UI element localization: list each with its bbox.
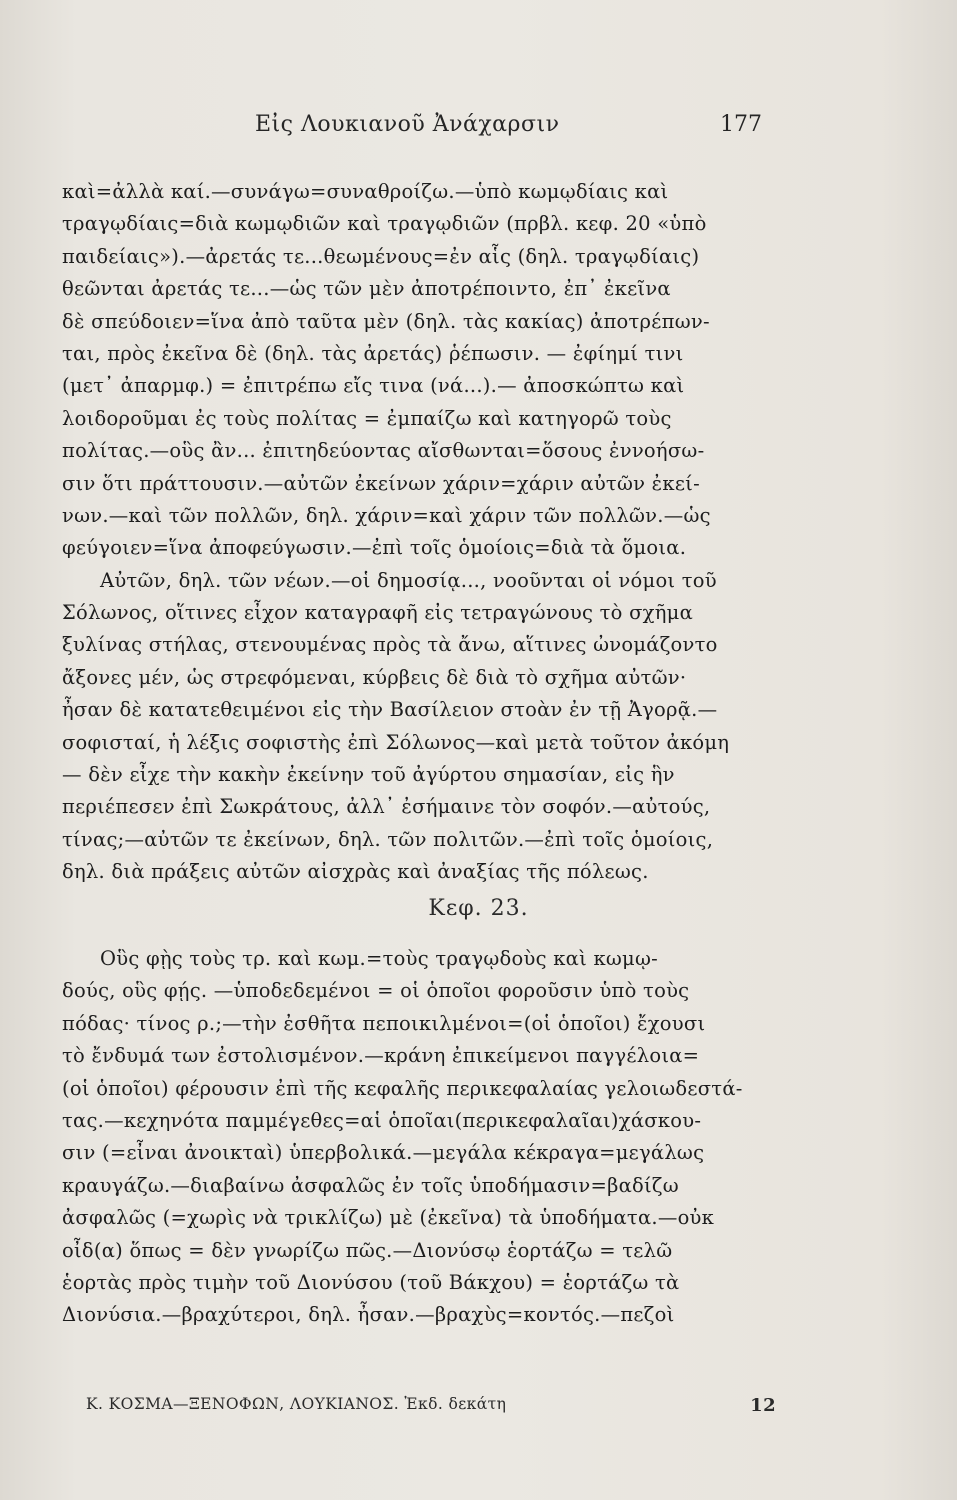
text-line: παιδείαις»).—ἀρετάς τε...θεωμένους=ἐν αἷς (δηλ. τραγῳδίαις) [62, 244, 700, 268]
text-line: — δὲν εἶχε τὴν κακὴν ἐκείνην τοῦ ἀγύρτου σημασίαν, εἰς ἣν [62, 763, 675, 787]
text-line: ξυλίνας στήλας, στενουμένας πρὸς τὰ ἄνω, αἵτινες ὠνομάζοντο [62, 633, 718, 657]
footer-imprint: Κ. ΚΟΣΜΑ—ΞΕΝΟΦΩΝ, ΛΟΥΚΙΑΝΟΣ. Ἐκδ. δεκάτη [86, 1395, 507, 1413]
text-line: δὲ σπεύδοιεν=ἵνα ἀπὸ ταῦτα μὲν (δηλ. τὰς κακίας) ἀποτρέπων- [62, 309, 710, 333]
text-line: ἑορτὰς πρὸς τιμὴν τοῦ Διονύσου (τοῦ Βάκχου) = ἑορτάζω τὰ [62, 1270, 680, 1294]
text-line: πολίτας.—οὓς ἂν... ἐπιτηδεύοντας αἴσθωνται=ὅσους ἐννοήσω- [62, 439, 705, 463]
text-line: σιν ὅτι πράττουσιν.—αὐτῶν ἐκείνων χάριν=χάριν αὐτῶν ἐκεί- [62, 471, 700, 495]
text-line: τὸ ἔνδυμά των ἐστολισμένον.—κράνη ἐπικείμενοι παγγέλοια= [62, 1044, 700, 1068]
text-line: Διονύσια.—βραχύτεροι, δηλ. ἦσαν.—βραχὺς=κοντός.—πεζοὶ [62, 1303, 675, 1327]
text-line: (οἱ ὁποῖοι) φέρουσιν ἐπὶ τῆς κεφαλῆς περικεφαλαίας γελοιωδεστά- [62, 1076, 743, 1100]
text-line: περιέπεσεν ἐπὶ Σωκράτους, ἀλλ᾿ ἐσήμαινε τὸν σοφόν.—αὐτούς, [62, 795, 711, 819]
text-line: σοφισταί, ἡ λέξις σοφιστὴς ἐπὶ Σόλωνος—καὶ μετὰ τοῦτον ἀκόμη [62, 730, 730, 754]
text-line: καὶ=ἀλλὰ καί.—συνάγω=συναθροίζω.—ὑπὸ κωμῳδίαις καὶ [62, 180, 669, 203]
text-line: ἀσφαλῶς (=χωρὶς νὰ τρικλίζω) μὲ (ἐκεῖνα) τὰ ὑποδήματα.—οὐκ [62, 1206, 715, 1230]
text-line: νων.—καὶ τῶν πολλῶν, δηλ. χάριν=καὶ χάριν τῶν πολλῶν.—ὡς [62, 503, 711, 527]
text-line: ἦσαν δὲ κατατεθειμένοι εἰς τὴν Βασίλειον στοὰν ἐν τῇ Ἀγορᾷ.— [62, 698, 718, 722]
text-line: φεύγοιεν=ἵνα ἀποφεύγωσιν.—ἐπὶ τοῖς ὁμοίοις=διὰ τὰ ὅμοια. [62, 536, 687, 560]
running-head [0, 112, 957, 152]
text-line: δούς, οὓς φῄς. —ὑποδεδεμένοι = οἱ ὁποῖοι φοροῦσιν ὑπὸ τοὺς [62, 979, 690, 1003]
text-line: πόδας· τίνος ρ.;—τὴν ἐσθῆτα πεποικιλμένοι=(οἱ ὁποῖοι) ἔχουσι [62, 1011, 706, 1035]
text-line: τραγῳδίαις=διὰ κωμῳδιῶν καὶ τραγῳδιῶν (πρβλ. κεφ. 20 «ὑπὸ [62, 212, 707, 236]
text-line: σιν (=εἶναι ἀνοικταὶ) ὑπερβολικά.—μεγάλα κέκραγα=μεγάλως [62, 1141, 705, 1165]
commentary-section-2 [62, 943, 774, 1332]
running-title: Εἰς Λουκιανοῦ Ἀνάχαρσιν [255, 112, 560, 137]
text-line: τίνας;—αὐτῶν τε ἐκείνων, δηλ. τῶν πολιτῶν.—ἐπὶ τοῖς ὁμοίοις, [62, 827, 714, 851]
text-line: Οὓς φῂς τοὺς τρ. καὶ κωμ.=τοὺς τραγῳδοὺς καὶ κωμῳ- [100, 947, 658, 970]
page-number: 177 [720, 112, 762, 137]
text-line: Σόλωνος, οἵτινες εἶχον καταγραφῆ εἰς τετραγώνους τὸ σχῆμα [62, 601, 694, 625]
text-line: τας.—κεχηνότα παμμέγεθες=αἱ ὁποῖαι(περικεφαλαῖαι)χάσκου- [62, 1108, 702, 1132]
signature-mark: 12 [750, 1395, 776, 1416]
text-line: Αὐτῶν, δηλ. τῶν νέων.—οἱ δημοσίᾳ..., νοοῦνται οἱ νόμοι τοῦ [100, 568, 717, 592]
commentary-section-1 [62, 176, 774, 889]
text-line: δηλ. διὰ πράξεις αὐτῶν αἰσχρὰς καὶ ἀναξίας τῆς πόλεως. [62, 860, 649, 884]
text-line: (μετ᾿ ἀπαρμφ.) = ἐπιτρέπω εἴς τινα (νά...).— ἀποσκώπτω καὶ [62, 374, 685, 398]
text-line: ται, πρὸς ἐκεῖνα δὲ (δηλ. τὰς ἀρετάς) ῥέπωσιν. — ἐφίημί τινι [62, 341, 684, 365]
text-line: λοιδοροῦμαι ἐς τοὺς πολίτας = ἐμπαίζω καὶ κατηγορῶ τοὺς [62, 406, 672, 430]
page-footer [86, 1395, 776, 1421]
text-line: θεῶνται ἀρετάς τε...—ὡς τῶν μὲν ἀποτρέποιντο, ἐπ᾿ ἐκεῖνα [62, 277, 671, 301]
text-line: κραυγάζω.—διαβαίνω ἀσφαλῶς ἐν τοῖς ὑποδήμασιν=βαδίζω [62, 1173, 679, 1197]
chapter-heading: Κεφ. 23. [428, 896, 529, 921]
text-line: οἶδ(α) ὅπως = δὲν γνωρίζω πῶς.—Διονύσῳ ἑορτάζω = τελῶ [62, 1238, 673, 1262]
text-line: ἄξονες μέν, ὡς στρεφόμεναι, κύρβεις δὲ διὰ τὸ σχῆμα αὐτῶν· [62, 665, 687, 689]
